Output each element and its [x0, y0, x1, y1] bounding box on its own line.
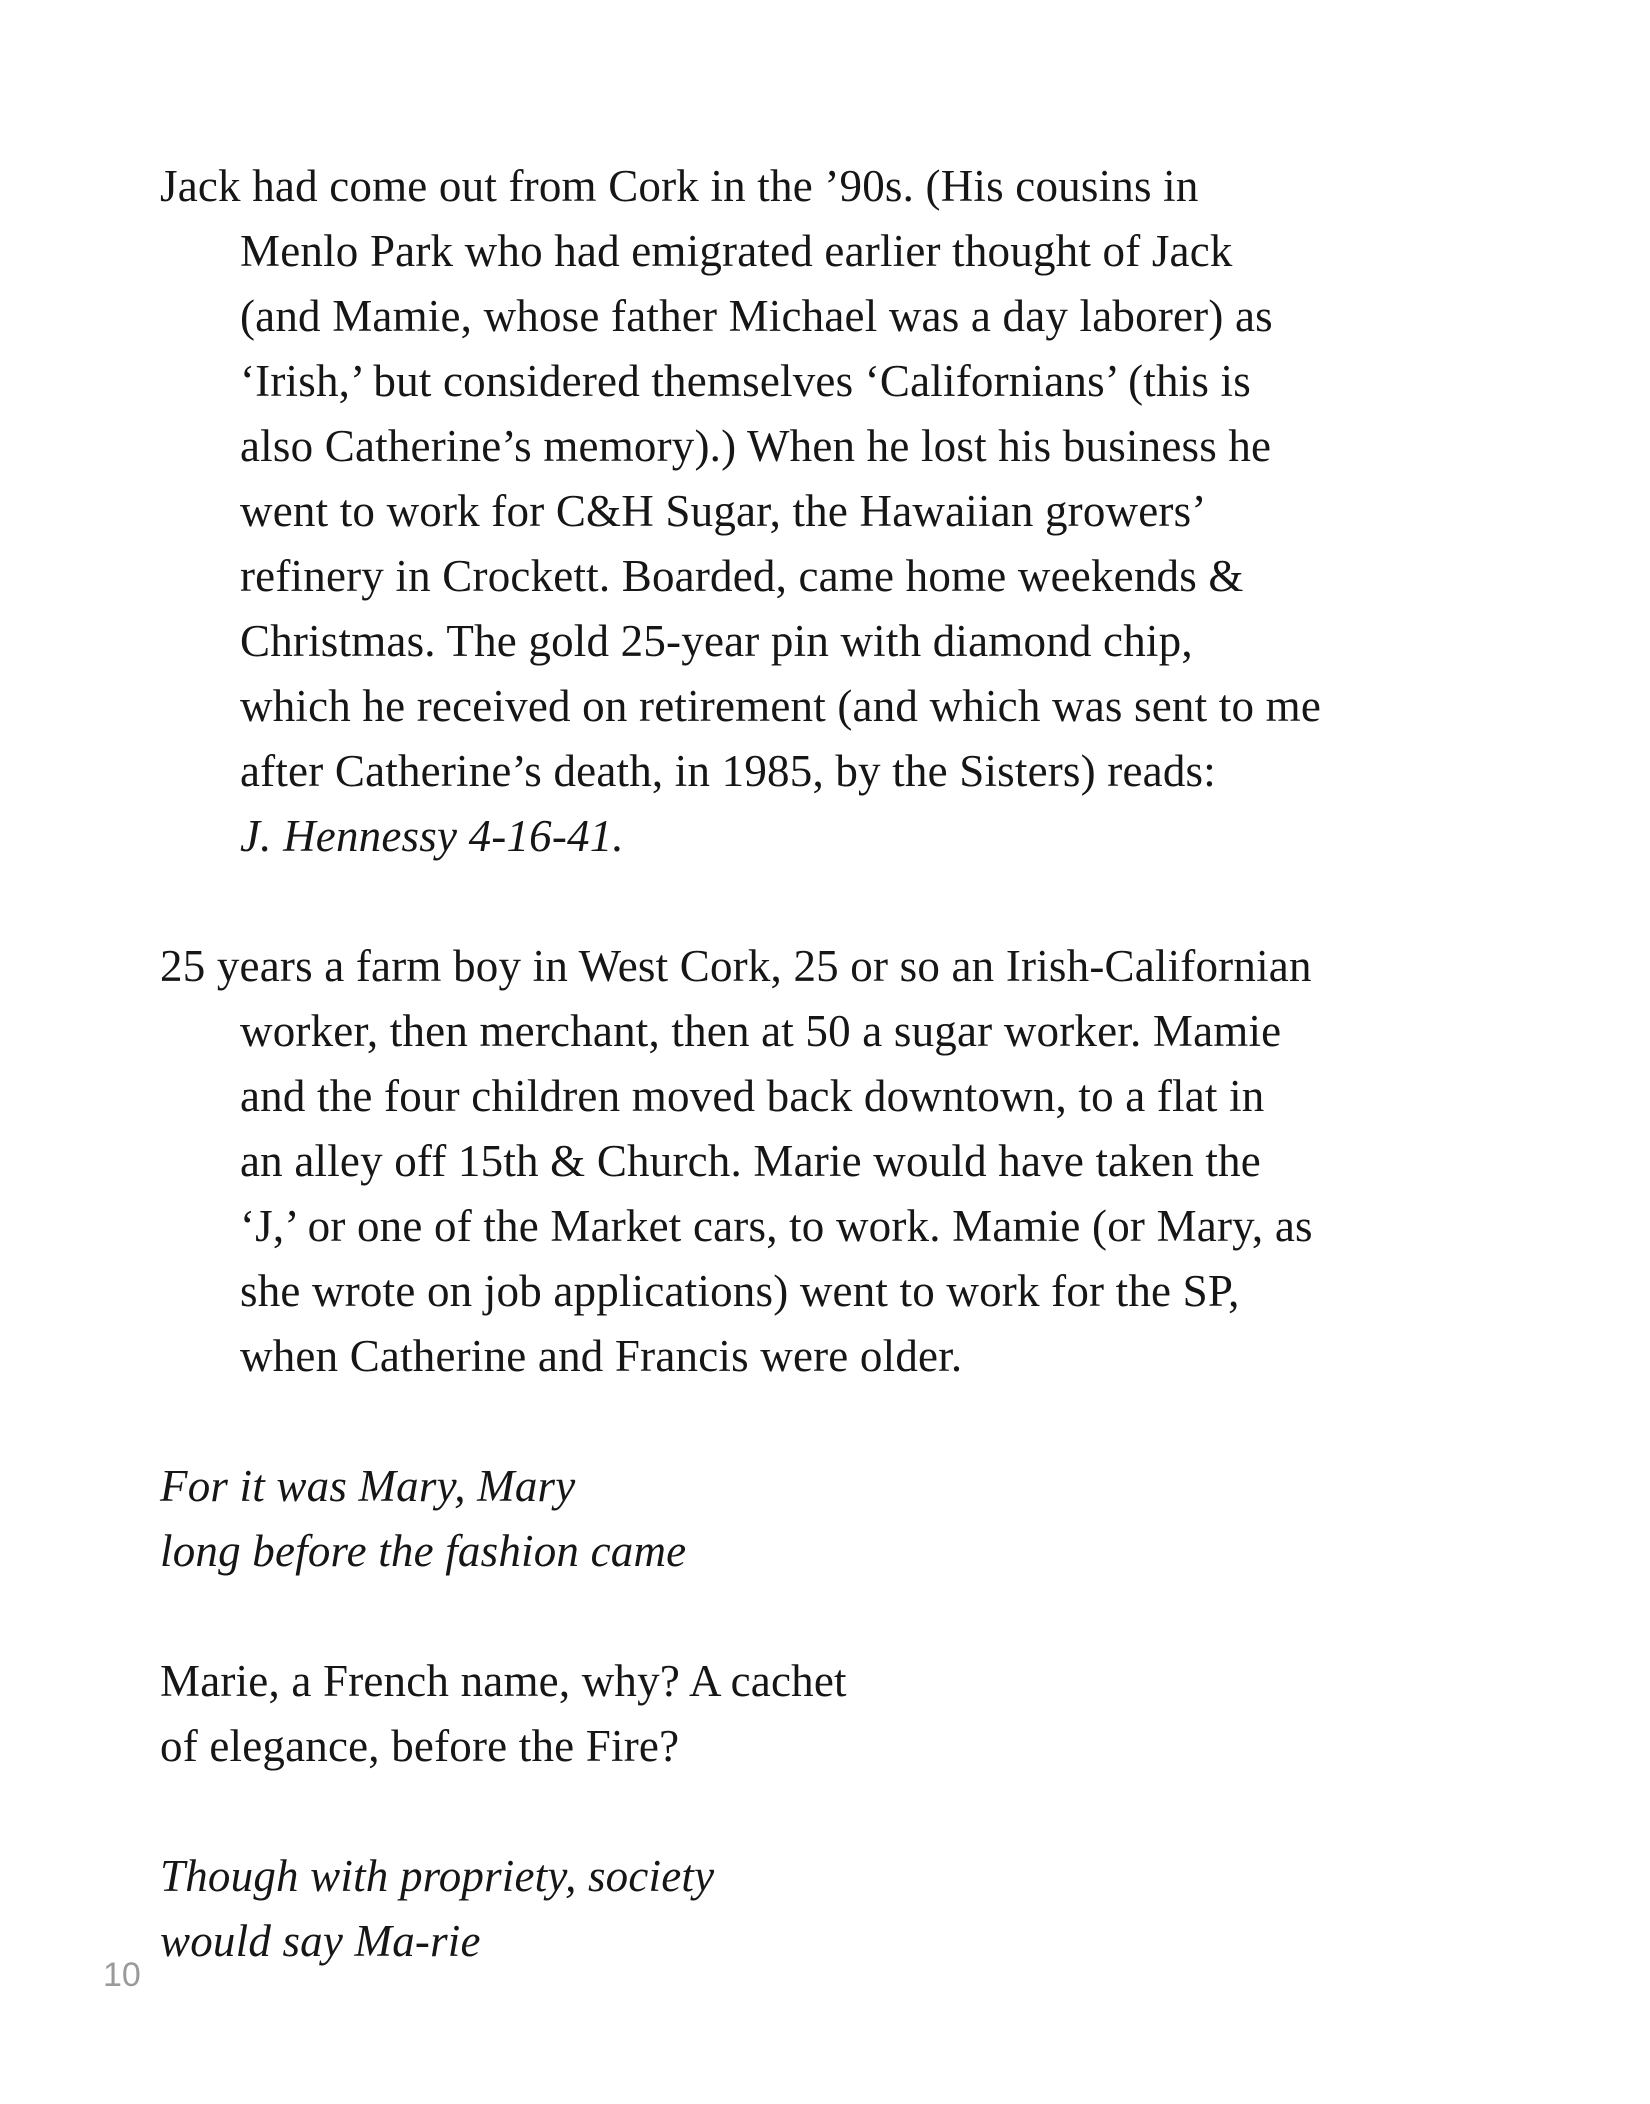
verse-line: For it was Mary, Mary	[160, 1461, 576, 1511]
text-line: an alley off 15th & Church. Marie would have taken the	[240, 1136, 1261, 1186]
text-line: worker, then merchant, then at 50 a sugar worker. Mamie	[240, 1006, 1282, 1056]
text-line: after Catherine’s death, in 1985, by the Sisters) reads:	[240, 746, 1216, 796]
text-line: Jack had come out from Cork in the ’90s. (His cousins in	[160, 161, 1199, 211]
verse-line: Marie, a French name, why? A cachet	[160, 1656, 847, 1706]
text-line: 25 years a farm boy in West Cork, 25 or so an Irish-Californian	[160, 941, 1312, 991]
text-line: went to work for C&H Sugar, the Hawaiian growers’	[240, 486, 1207, 536]
verse-line: Though with propriety, society	[160, 1851, 715, 1901]
stanza-though-with-propriety	[160, 1844, 1500, 1974]
paragraph-jack	[160, 154, 1500, 869]
text-line: (and Mamie, whose father Michael was a day laborer) as	[240, 291, 1273, 341]
stanza-for-it-was-mary	[160, 1454, 1500, 1584]
verse-line: would say Ma-rie	[160, 1916, 481, 1966]
text-line: when Catherine and Francis were older.	[240, 1331, 963, 1381]
verse-line: long before the fashion came	[160, 1526, 687, 1576]
text-line: ‘Irish,’ but considered themselves ‘Californians’ (this is	[240, 356, 1251, 406]
text-column	[160, 154, 1500, 1974]
text-line: also Catherine’s memory).) When he lost his business he	[240, 421, 1272, 471]
stanza-marie-french-name	[160, 1649, 1500, 1779]
page-number: 10	[103, 1956, 141, 1994]
paragraph-25-years	[160, 934, 1500, 1389]
text-line: refinery in Crockett. Boarded, came home weekends &	[240, 551, 1244, 601]
text-line: Menlo Park who had emigrated earlier thought of Jack	[240, 226, 1233, 276]
text-line: which he received on retirement (and which was sent to me	[240, 681, 1322, 731]
text-line: she wrote on job applications) went to work for the SP,	[240, 1266, 1240, 1316]
text-line: Christmas. The gold 25-year pin with diamond chip,	[240, 616, 1193, 666]
text-line-citation: J. Hennessy 4-16-41.	[240, 811, 624, 861]
text-line: and the four children moved back downtown, to a flat in	[240, 1071, 1265, 1121]
verse-line: of elegance, before the Fire?	[160, 1721, 680, 1771]
text-line: ‘J,’ or one of the Market cars, to work. Mamie (or Mary, as	[240, 1201, 1313, 1251]
